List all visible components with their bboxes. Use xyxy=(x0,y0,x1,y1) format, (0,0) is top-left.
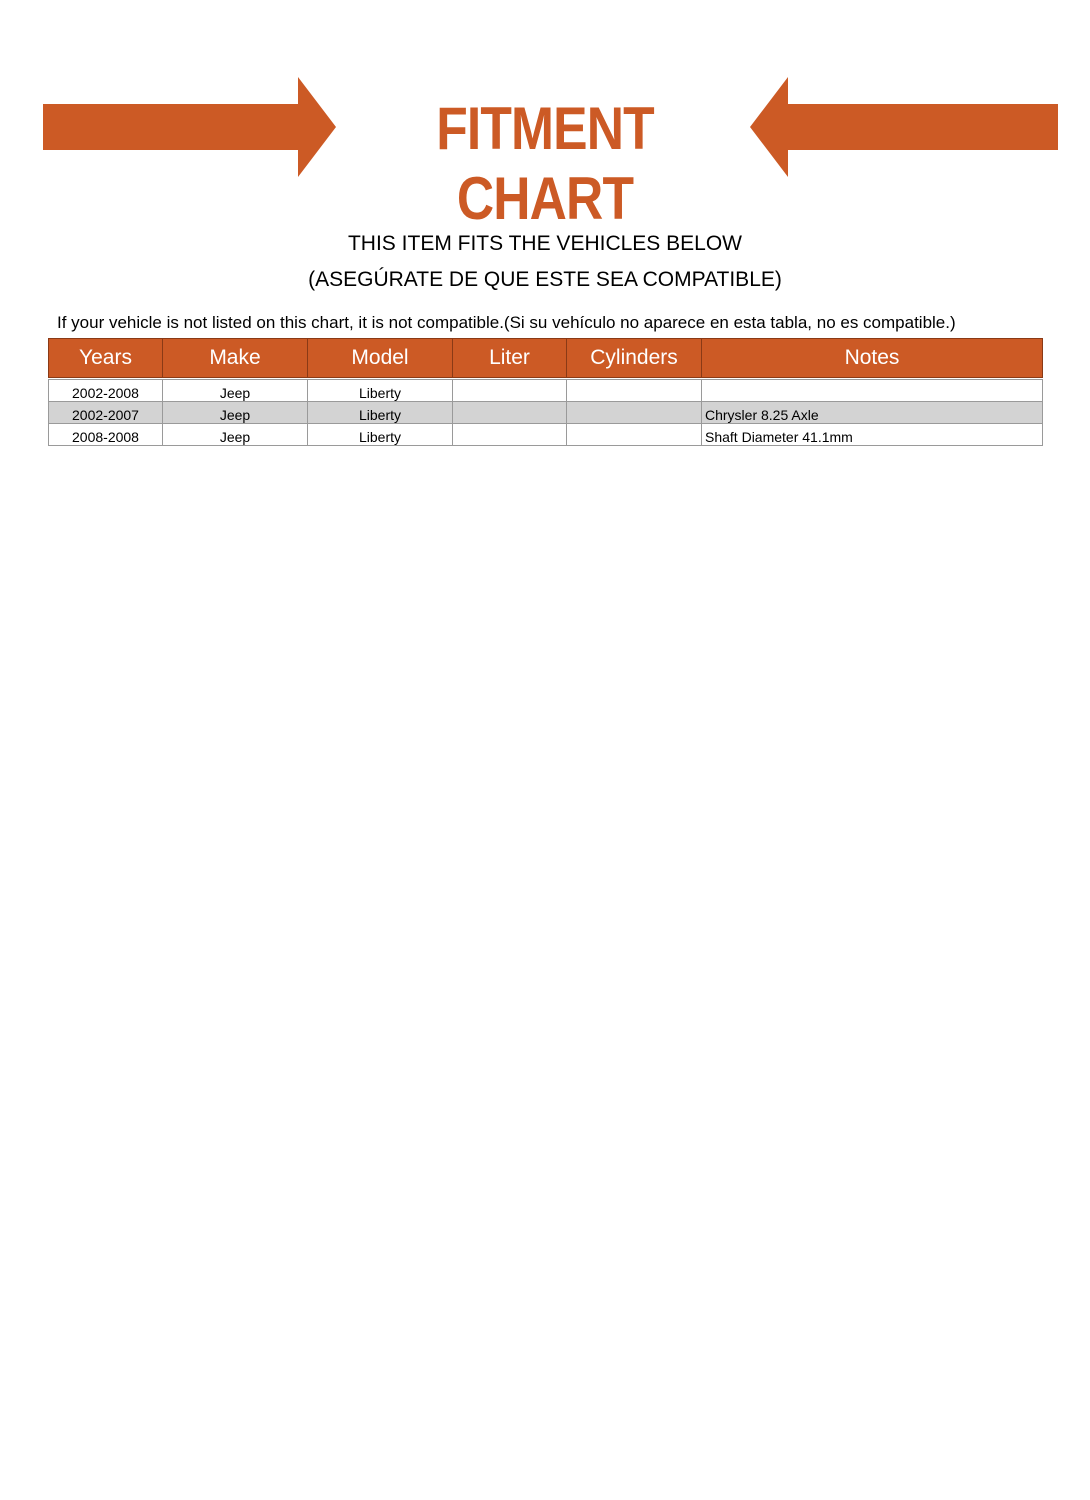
table-row xyxy=(49,424,1043,446)
cell-cylinders xyxy=(567,402,702,424)
column-header-notes: Notes xyxy=(702,339,1043,378)
cell-liter xyxy=(453,402,567,424)
cell-make: Jeep xyxy=(163,424,308,446)
column-header-liter: Liter xyxy=(453,339,567,378)
cell-years: 2002-2007 xyxy=(49,402,163,424)
cell-notes xyxy=(702,380,1043,402)
cell-years: 2002-2008 xyxy=(49,380,163,402)
cell-notes: Shaft Diameter 41.1mm xyxy=(702,424,1043,446)
cell-years: 2008-2008 xyxy=(49,424,163,446)
cell-model: Liberty xyxy=(308,402,453,424)
cell-model: Liberty xyxy=(308,424,453,446)
column-header-make: Make xyxy=(163,339,308,378)
column-header-cylinders: Cylinders xyxy=(567,339,702,378)
table-row xyxy=(49,402,1043,424)
fitment-table xyxy=(48,338,1043,446)
cell-notes: Chrysler 8.25 Axle xyxy=(702,402,1043,424)
subtitle-english: THIS ITEM FITS THE VEHICLES BELOW xyxy=(347,232,742,255)
fitment-banner xyxy=(0,0,1090,232)
column-header-years: Years xyxy=(49,339,163,378)
left-pointing-arrow-icon xyxy=(750,77,1058,177)
table-header-row xyxy=(49,339,1043,378)
cell-cylinders xyxy=(567,424,702,446)
cell-make: Jeep xyxy=(163,380,308,402)
compatibility-notice: If your vehicle is not listed on this chart, it is not compatible.(Si su vehículo no aparece en esta tabla, no es compatible.) xyxy=(57,313,956,332)
subtitle-spanish: (ASEGÚRATE DE QUE ESTE SEA COMPATIBLE) xyxy=(308,268,782,291)
cell-liter xyxy=(453,424,567,446)
column-header-model: Model xyxy=(308,339,453,378)
cell-cylinders xyxy=(567,380,702,402)
page-title: FITMENT CHART xyxy=(436,95,654,232)
cell-make: Jeep xyxy=(163,402,308,424)
cell-liter xyxy=(453,380,567,402)
cell-model: Liberty xyxy=(308,380,453,402)
table-row xyxy=(49,380,1043,402)
right-pointing-arrow-icon xyxy=(43,77,336,177)
